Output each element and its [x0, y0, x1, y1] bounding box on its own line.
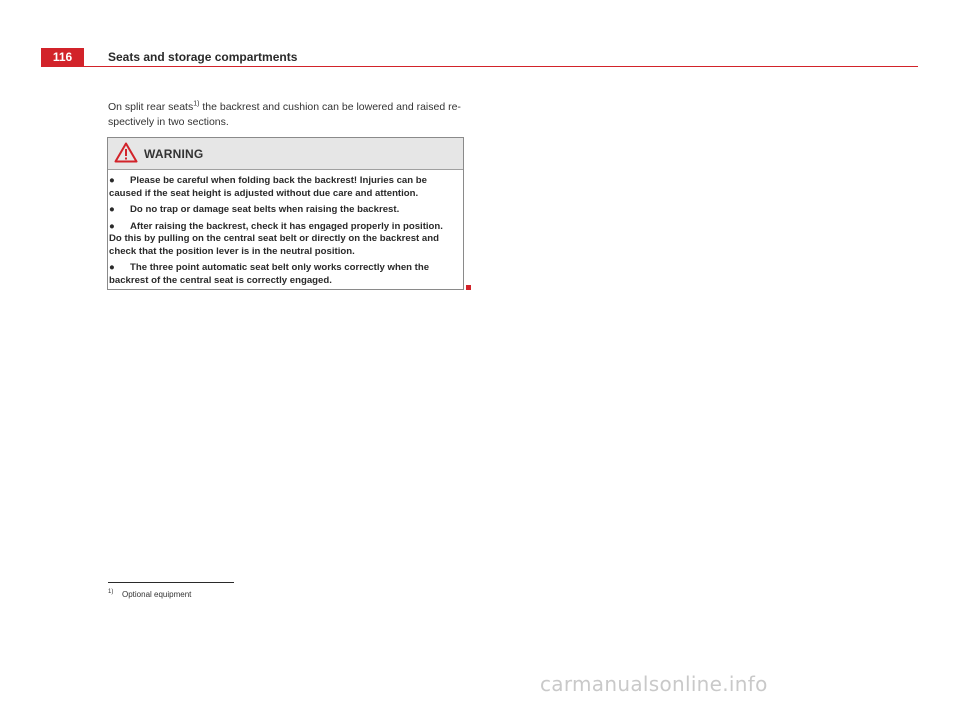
watermark: carmanualsonline.info [540, 672, 768, 696]
warning-item [109, 262, 455, 287]
bullet-icon: ● [109, 175, 115, 186]
bullet-icon: ● [109, 204, 115, 215]
warning-box [107, 137, 464, 290]
warning-header [108, 138, 463, 170]
page-number: 116 [41, 48, 84, 67]
warning-item-text: Do no trap or damage seat belts when raising the backrest. [130, 204, 400, 215]
warning-item [109, 204, 455, 217]
bullet-icon: ● [109, 220, 115, 232]
warning-list [108, 170, 463, 287]
warning-item-text: The three point automatic seat belt only works correctly when the backrest of the central seat is correctly engaged. [109, 262, 430, 286]
intro-paragraph [108, 100, 468, 130]
footnote [108, 590, 191, 599]
warning-triangle-icon [114, 142, 138, 163]
footnote-rule [108, 582, 234, 583]
header-rule [84, 66, 918, 67]
page-title: Seats and storage compartments [108, 50, 298, 64]
warning-item [109, 175, 455, 200]
section-end-marker [466, 285, 471, 290]
bullet-icon: ● [109, 262, 115, 273]
footnote-text: Optional equipment [122, 590, 192, 599]
warning-item-text: Please be careful when folding back the backrest! Injuries can be caused if the seat height is adjusted without due care and attention. [109, 175, 427, 199]
warning-item-text: After raising the backrest, check it has engaged properly in position. Do this by pulling on the central seat belt or directly on the backrest and check that the position lever is in the neutral position. [109, 220, 443, 257]
warning-item [109, 221, 455, 259]
intro-text-end: the backrest and cushion can be lowered and raised re-spectively in two sections. [108, 101, 461, 128]
intro-text-start: On split rear seats [108, 101, 194, 113]
warning-title: WARNING [144, 147, 204, 161]
footnote-mark: 1) [108, 589, 114, 595]
footnote-reference[interactable]: 1) [193, 100, 200, 108]
